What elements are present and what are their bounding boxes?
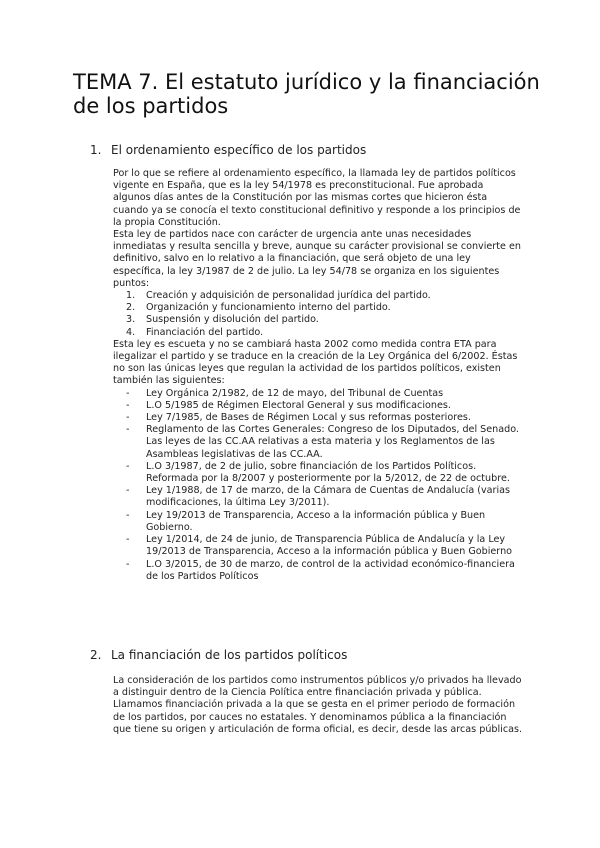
dash-bullet: -	[126, 509, 130, 521]
list-item-text: Financiación del partido.	[146, 326, 264, 338]
list-item	[126, 302, 523, 314]
list-item-text: Ley 19/2013 de Transparencia, Acceso a la información pública y Buen Gobierno.	[146, 509, 486, 533]
section-2-heading	[90, 648, 530, 662]
dash-bullet: -	[126, 412, 130, 424]
list-item-text: L.O 5/1985 de Régimen Electoral General y sus modificaciones.	[146, 399, 451, 411]
list-number: 1.	[126, 290, 136, 302]
list-item	[126, 424, 523, 461]
list-item	[126, 399, 523, 412]
list-item-text: Ley 1/1988, de 17 de marzo, de la Cámara de Cuentas de Andalucía (varias modificaciones, la última Ley 3/2011).	[146, 485, 511, 509]
section-2-number: 2.	[90, 648, 102, 662]
list-item-text: Ley Orgánica 2/1982, de 12 de mayo, del Tribunal de Cuentas	[146, 387, 444, 399]
list-item-text: L.O 3/1987, de 2 de julio, sobre financiación de los Partidos Políticos. Reformada por la 8/2007 y posteriormente por la 5/2012, de 22 de octubre.	[146, 460, 510, 485]
list-item-text: Ley 1/2014, de 24 de junio, de Transparencia Pública de Andalucía y la Ley 19/2013 de Transparencia, Acceso a la información pública y Buen Gobierno	[146, 534, 513, 558]
dash-bullet: -	[126, 399, 130, 411]
list-item	[126, 460, 523, 485]
list-item	[126, 387, 523, 400]
list-item	[126, 412, 523, 424]
dash-bullet: -	[126, 460, 130, 472]
list-item-text: Reglamento de las Cortes Generales: Congreso de los Diputados, del Senado. Las leyes de las CC.AA relativas a esta materia y los Reglamentos de las Asambleas legislativas de las CC.AA.	[146, 424, 519, 460]
list-item	[126, 534, 523, 558]
dash-bullet: -	[126, 424, 130, 436]
list-item-text: Suspensión y disolución del partido.	[146, 314, 319, 326]
paragraph: Esta ley de partidos nace con carácter de urgencia ante unas necesidades inmediatas y resulta sencilla y breve, aunque su carácter provisional se convierte en definitivo, salvo en lo relativo a la financiación, que será objeto de una ley específica, la ley 3/1987 de 2 de julio. La ley 54/78 se organiza en los siguientes puntos:	[113, 229, 521, 289]
section-1-title: El ordenamiento específico de los partidos	[111, 143, 367, 157]
dash-bullet: -	[126, 387, 130, 399]
list-item	[126, 290, 523, 302]
list-item	[126, 314, 523, 326]
paragraph: Esta ley es escueta y no se cambiará hasta 2002 como medida contra ETA para ilegalizar el partido y se traduce en la creación de la Ley Orgánica del 6/2002. Éstas no son las únicas leyes que regulan la actividad de los partidos políticos, existen también las siguientes:	[113, 338, 518, 387]
section-2-title: La financiación de los partidos políticos	[111, 648, 348, 662]
section-1-number: 1.	[90, 143, 102, 157]
list-item	[126, 558, 523, 583]
dash-bullet: -	[126, 485, 130, 497]
dash-bullet: -	[126, 558, 130, 570]
list-number: 3.	[126, 314, 136, 326]
section-1-body	[113, 168, 523, 583]
list-item	[126, 326, 523, 339]
list-item	[126, 509, 523, 534]
list-item-text: Organización y funcionamiento interno del partido.	[146, 302, 391, 314]
points-list	[113, 290, 523, 339]
list-item	[126, 485, 523, 509]
list-item-text: L.O 3/2015, de 30 de marzo, de control de la actividad económico-financiera de los Partidos Políticos	[146, 558, 515, 582]
list-number: 2.	[126, 302, 136, 314]
section-2-body	[113, 675, 523, 736]
list-number: 4.	[126, 326, 136, 338]
list-item-text: Ley 7/1985, de Bases de Régimen Local y sus reformas posteriores.	[146, 412, 471, 424]
paragraph: Por lo que se refiere al ordenamiento específico, la llamada ley de partidos políticos vigente en España, que es la ley 54/1978 es preconstitucional. Fue aprobada algunos días antes de la Constitución por las mismas cortes que hicieron ésta cuando ya se conocía el texto constitucional definitivo y responde a los principios de la propia Constitución.	[113, 168, 521, 228]
list-item-text: Creación y adquisición de personalidad jurídica del partido.	[146, 290, 431, 302]
page-title: TEMA 7. El estatuto jurídico y la financiación de los partidos	[73, 70, 540, 118]
section-1-heading	[90, 143, 530, 157]
laws-list	[113, 388, 523, 583]
paragraph: La consideración de los partidos como instrumentos públicos y/o privados ha llevado a distinguir dentro de la Ciencia Política entre financiación privada y pública. Llamamos financiación privada a la que se gesta en el primer periodo de formación de los partidos, por cauces no estatales. Y denominamos pública a la financiación que tiene su origen y articulación de forma oficial, es decir, desde las arcas públicas.	[113, 675, 523, 735]
dash-bullet: -	[126, 534, 130, 546]
